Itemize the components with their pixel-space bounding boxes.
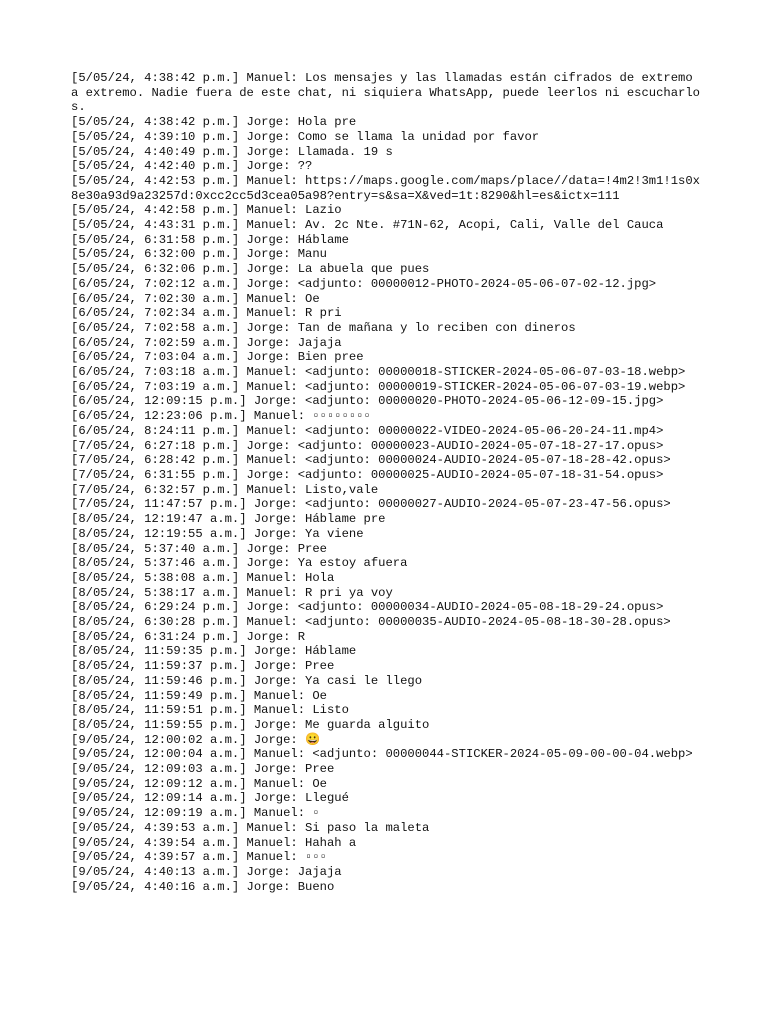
message-line: [6/05/24, 7:02:12 a.m.] Jorge: <adjunto: 00000012-PHOTO-2024-05-06-07-02-12.jpg> [71,276,657,291]
message-line: [8/05/24, 6:29:24 p.m.] Jorge: <adjunto: 00000034-AUDIO-2024-05-08-18-29-24.opus> [71,600,664,615]
message-line: [5/05/24, 4:42:53 p.m.] Manuel: https://maps.google.com/maps/place//data=!4m2!3m1!1s0x8e30a93d9a23257d:0xcc2cc5d3cea05a98?entry=s&sa=X&ved=1t:8290&hl=es&ictx=111 [71,173,700,203]
message-line: [5/05/24, 6:32:00 p.m.] Jorge: Manu [71,247,327,262]
message-line: [9/05/24, 4:39:54 a.m.] Manuel: Hahah a [71,835,357,850]
message-line: [9/05/24, 4:39:53 a.m.] Manuel: Si paso la maleta [71,820,430,835]
message-line: [9/05/24, 4:40:16 a.m.] Jorge: Bueno [71,879,335,894]
message-line: [5/05/24, 4:39:10 p.m.] Jorge: Como se llama la unidad por favor [71,129,540,144]
message-line: [8/05/24, 5:38:17 a.m.] Manuel: R pri ya voy [71,585,393,600]
message-line: [6/05/24, 7:02:34 a.m.] Manuel: R pri [71,306,342,321]
chat-transcript [71,71,701,894]
message-line: [6/05/24, 7:02:30 a.m.] Manuel: Oe [71,291,320,306]
message-line: [6/05/24, 7:02:59 a.m.] Jorge: Jajaja [71,335,342,350]
message-line: [5/05/24, 4:42:58 p.m.] Manuel: Lazio [71,203,342,218]
message-line: [8/05/24, 5:38:08 a.m.] Manuel: Hola [71,570,335,585]
message-line: [6/05/24, 12:23:06 p.m.] Manuel: ▫▫▫▫▫▫▫▫ [71,409,371,424]
message-line: [9/05/24, 12:09:19 a.m.] Manuel: ▫ [71,806,320,821]
message-line: [9/05/24, 12:09:03 a.m.] Jorge: Pree [71,762,335,777]
message-line: [5/05/24, 4:42:40 p.m.] Jorge: ?? [71,159,313,174]
message-line: [6/05/24, 7:03:19 a.m.] Manuel: <adjunto: 00000019-STICKER-2024-05-06-07-03-19.webp> [71,379,686,394]
message-line: [8/05/24, 11:59:49 p.m.] Manuel: Oe [71,688,327,703]
message-line: [6/05/24, 12:09:15 p.m.] Jorge: <adjunto: 00000020-PHOTO-2024-05-06-12-09-15.jpg> [71,394,664,409]
message-line: [9/05/24, 4:39:57 a.m.] Manuel: ▫▫▫ [71,850,327,865]
message-line: [8/05/24, 11:59:35 p.m.] Jorge: Háblame [71,644,357,659]
message-line: [5/05/24, 6:31:58 p.m.] Jorge: Háblame [71,232,349,247]
message-line: [5/05/24, 4:40:49 p.m.] Jorge: Llamada. 19 s [71,144,393,159]
message-line: [8/05/24, 11:59:37 p.m.] Jorge: Pree [71,659,335,674]
message-line: [8/05/24, 12:19:47 a.m.] Jorge: Háblame pre [71,512,386,527]
message-line: [8/05/24, 6:31:24 p.m.] Jorge: R [71,629,306,644]
message-line: [7/05/24, 6:28:42 p.m.] Manuel: <adjunto: 00000024-AUDIO-2024-05-07-18-28-42.opus> [71,453,671,468]
message-line: [5/05/24, 6:32:06 p.m.] Jorge: La abuela que pues [71,262,430,277]
message-line: [9/05/24, 4:40:13 a.m.] Jorge: Jajaja [71,864,342,879]
message-line: [6/05/24, 7:02:58 a.m.] Jorge: Tan de mañana y lo reciben con dineros [71,320,576,335]
message-line: [8/05/24, 11:59:51 p.m.] Manuel: Listo [71,703,349,718]
message-line: [7/05/24, 6:27:18 p.m.] Jorge: <adjunto: 00000023-AUDIO-2024-05-07-18-27-17.opus> [71,438,664,453]
message-line: [8/05/24, 6:30:28 p.m.] Manuel: <adjunto: 00000035-AUDIO-2024-05-08-18-30-28.opus> [71,615,671,630]
message-line: [9/05/24, 12:00:04 a.m.] Manuel: <adjunto: 00000044-STICKER-2024-05-09-00-00-04.webp> [71,747,693,762]
message-line: [9/05/24, 12:00:02 a.m.] Jorge: 😀 [71,732,321,747]
message-line: [8/05/24, 11:59:46 p.m.] Jorge: Ya casi le llego [71,673,423,688]
message-line: [7/05/24, 6:32:57 p.m.] Manuel: Listo,vale [71,482,379,497]
message-line: [9/05/24, 12:09:14 a.m.] Jorge: Llegué [71,791,349,806]
message-line: [7/05/24, 11:47:57 p.m.] Jorge: <adjunto: 00000027-AUDIO-2024-05-07-23-47-56.opus> [71,497,671,512]
message-line: [7/05/24, 6:31:55 p.m.] Jorge: <adjunto: 00000025-AUDIO-2024-05-07-18-31-54.opus> [71,467,664,482]
message-line: [8/05/24, 5:37:40 a.m.] Jorge: Pree [71,541,327,556]
message-line: [6/05/24, 7:03:18 a.m.] Manuel: <adjunto: 00000018-STICKER-2024-05-06-07-03-18.webp> [71,365,686,380]
message-line: [5/05/24, 4:38:42 p.m.] Jorge: Hola pre [71,115,357,130]
message-line: [6/05/24, 7:03:04 a.m.] Jorge: Bien pree [71,350,364,365]
message-line: [5/05/24, 4:38:42 p.m.] Manuel: Los mensajes y las llamadas están cifrados de extremo a extremo. Nadie fuera de este chat, ni siquiera WhatsApp, puede leerlos ni escucharlos. [71,71,700,115]
message-line: [8/05/24, 12:19:55 a.m.] Jorge: Ya viene [71,526,364,541]
message-line: [8/05/24, 5:37:46 a.m.] Jorge: Ya estoy afuera [71,556,408,571]
message-line: [9/05/24, 12:09:12 a.m.] Manuel: Oe [71,776,327,791]
message-line: [5/05/24, 4:43:31 p.m.] Manuel: Av. 2c Nte. #71N-62, Acopi, Cali, Valle del Cauca [71,218,664,233]
message-line: [6/05/24, 8:24:11 p.m.] Manuel: <adjunto: 00000022-VIDEO-2024-05-06-20-24-11.mp4> [71,423,664,438]
message-line: [8/05/24, 11:59:55 p.m.] Jorge: Me guarda alguito [71,717,430,732]
